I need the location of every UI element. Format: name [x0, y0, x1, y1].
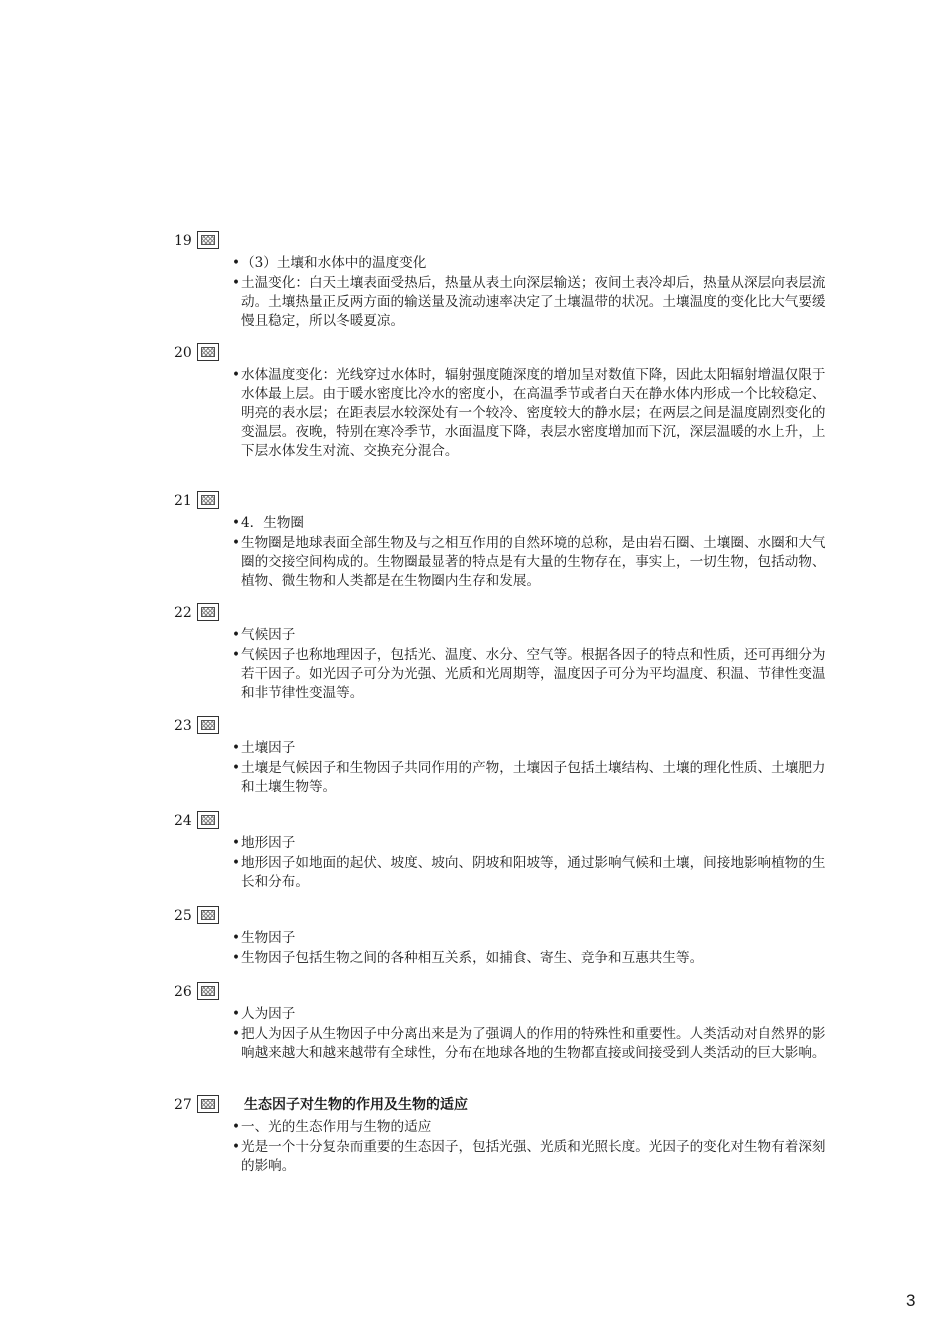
slide-thumbnail-icon[interactable] [197, 906, 219, 924]
note-bullet: • 气候因子 [232, 626, 832, 645]
note-bullet: • 水体温度变化：光线穿过水体时，辐射强度随深度的增加呈对数值下降，因此太阳辐射增温仅限于水体最上层。由于暖水密度比冷水的密度小，在高温季节或者白天在静水体内形成一个比较稳定、明亮的表水层；在距表层水较深处有一个较冷、密度较大的静水层；在两层之间是温度剧烈变化的变温层。夜晚，特别在寒冷季节，水面温度下降，表层水密度增加而下沉，深层温暖的水上升，上下层水体发生对流、交换充分混合。 [232, 366, 832, 461]
slide-number: 26 [174, 984, 192, 1000]
slide-thumbnail-icon[interactable] [197, 491, 219, 509]
slide-notes [232, 1005, 832, 1064]
note-bullet: • 气候因子也称地理因子，包括光、温度、水分、空气等。根据各因子的特点和性质，还可再细分为若干因子。如光因子可分为光强、光质和光周期等，温度因子可分为平均温度、积温、节律性变温和非节律性变温等。 [232, 646, 832, 703]
note-bullet: • 地形因子 [232, 834, 832, 853]
note-bullet: • 4．生物圈 [232, 514, 832, 533]
page-number: 3 [906, 1291, 916, 1310]
note-bullet: • 土壤因子 [232, 739, 832, 758]
slide-number: 21 [174, 493, 192, 509]
slide-notes [232, 514, 832, 592]
slide-notes [232, 254, 832, 332]
slide-thumbnail-icon[interactable] [197, 231, 219, 249]
slide-number: 22 [174, 605, 192, 621]
slide-number: 27 [174, 1097, 192, 1113]
slide-notes [232, 929, 832, 969]
note-bullet: • 光是一个十分复杂而重要的生态因子，包括光强、光质和光照长度。光因子的变化对生物有着深刻的影响。 [232, 1138, 832, 1176]
slide-notes [232, 834, 832, 893]
slide-thumbnail-icon[interactable] [197, 1095, 219, 1113]
note-bullet: • 人为因子 [232, 1005, 832, 1024]
note-bullet: • 生物因子 [232, 929, 832, 948]
note-bullet: • 生物圈是地球表面全部生物及与之相互作用的自然环境的总称，是由岩石圈、土壤圈、水圈和大气圈的交接空间构成的。生物圈最显著的特点是有大量的生物存在，事实上，一切生物，包括动物、植物、微生物和人类都是在生物圈内生存和发展。 [232, 534, 832, 591]
slide-notes [232, 739, 832, 798]
slide-thumbnail-icon[interactable] [197, 343, 219, 361]
slide-number: 23 [174, 718, 192, 734]
slide-notes [232, 1118, 832, 1177]
slide-number: 19 [174, 233, 192, 249]
slide-title: 生态因子对生物的作用及生物的适应 [244, 1097, 468, 1113]
slide-thumbnail-icon[interactable] [197, 716, 219, 734]
slide-notes [232, 366, 832, 462]
slide-thumbnail-icon[interactable] [197, 982, 219, 1000]
note-bullet: • 生物因子包括生物之间的各种相互关系，如捕食、寄生、竞争和互惠共生等。 [232, 949, 832, 968]
slide-thumbnail-icon[interactable] [197, 603, 219, 621]
slide-notes [232, 626, 832, 704]
note-bullet: • 土温变化：白天土壤表面受热后，热量从表土向深层输送；夜间土表冷却后，热量从深层向表层流动。土壤热量正反两方面的输送量及流动速率决定了土壤温带的状况。土壤温度的变化比大气要缓慢且稳定，所以冬暖夏凉。 [232, 274, 832, 331]
note-bullet: • 一、光的生态作用与生物的适应 [232, 1118, 832, 1137]
note-bullet: • 土壤是气候因子和生物因子共同作用的产物，土壤因子包括土壤结构、土壤的理化性质、土壤肥力和土壤生物等。 [232, 759, 832, 797]
slide-number: 25 [174, 908, 192, 924]
note-bullet: • （3）土壤和水体中的温度变化 [232, 254, 832, 273]
note-bullet: • 把人为因子从生物因子中分离出来是为了强调人的作用的特殊性和重要性。人类活动对自然界的影响越来越大和越来越带有全球性，分布在地球各地的生物都直接或间接受到人类活动的巨大影响。 [232, 1025, 832, 1063]
note-bullet: • 地形因子如地面的起伏、坡度、坡向、阴坡和阳坡等，通过影响气候和土壤，间接地影响植物的生长和分布。 [232, 854, 832, 892]
slide-thumbnail-icon[interactable] [197, 811, 219, 829]
slide-number: 20 [174, 345, 192, 361]
slide-number: 24 [174, 813, 192, 829]
